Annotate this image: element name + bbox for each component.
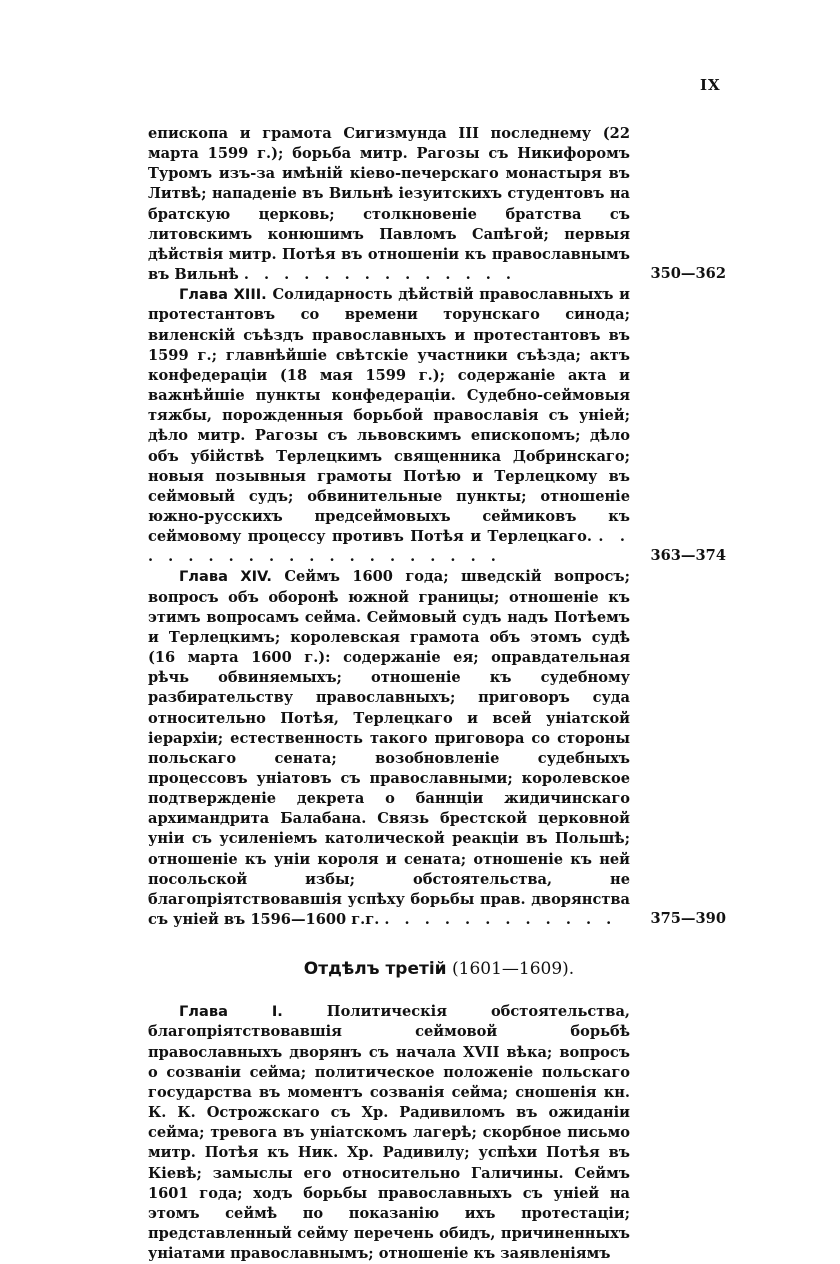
toc-entry-chapter-13: [148, 285, 730, 567]
page-number: IX: [700, 76, 721, 94]
chapter-label: Глава XIII.: [179, 286, 267, 304]
entry-text: Политическія обстоятельства, благопріятствовавшія сеймовой борьбѣ православныхъ дворянъ съ начала XVII вѣка; вопросъ о созваніи сейма; политическое положеніе польскаго государства въ моментъ созванія сейма; сношенія кн. К. К. Острожскаго съ Хр. Радивиломъ въ ожиданіи сейма; тревога въ уніатскомъ лагерѣ; скорбное письмо митр. Потѣя къ Ник. Хр. Радивилу; успѣхи Потѣя въ Кіевѣ; замыслы его относительно Галичины. Сеймъ 1601 года; ходъ борьбы православныхъ съ уніей на этомъ сеймѣ по показанію ихъ протестаціи; представленный сейму перечень обидъ, причиненныхъ уніатами православнымъ; отношеніе къ заявленіямъ: [148, 1003, 630, 1263]
chapter-label: Глава I.: [179, 1003, 283, 1021]
toc-entry-continuation: [148, 124, 730, 285]
entry-text: Солидарность дѣйствій православныхъ и протестантовъ со времени торунскаго синода; виленскій съѣздъ православныхъ и протестантовъ въ 1599 г.; главнѣйшіе свѣтскіе участники съѣзда; актъ конфедераціи (18 мая 1599 г.); содержаніе акта и важнѣйшіе пункты конфедераціи. Судебно-сеймовыя тяжбы, порожденныя борьбой православія съ уніей; дѣло митр. Рагозы съ львовскимъ епископомъ; дѣло объ убійствѣ Терлецкимъ священника Добринскаго; новыя позывныя грамоты Потѣю и Терлецкому въ сеймовый судъ; обвинительные пункты; отношеніе южно-русскихъ предсеймовыхъ сеймиковъ къ сеймовому процессу противъ Потѣя и Терлецкаго.: [148, 286, 630, 546]
leader-dots: . . . . . . . . . . . . . .: [243, 266, 516, 284]
chapter-label: Глава XIV.: [179, 568, 272, 586]
section-label: Отдѣлъ третій: [303, 959, 447, 980]
toc-entry-chapter-14: [148, 567, 730, 930]
leader-dots: . . . . . . . . . . . . . . . . . . . .: [148, 528, 630, 566]
entry-text: епископа и грамота Сигизмунда III последнему (22 марта 1599 г.); борьба митр. Рагозы съ Никифоромъ Туромъ изъ-за имѣній кіево-печерскаго монастыря въ Литвѣ; нападеніе въ Вильнѣ іезуитскихъ студентовъ на братскую церковь; столкновеніе братства съ литовскимъ конюшимъ Павломъ Сапѣгой; первыя дѣйствія митр. Потѣя въ отношеніи къ православнымъ въ Вильнѣ: [148, 125, 630, 284]
page-range: 350—362: [650, 265, 726, 283]
entry-text: Сеймъ 1600 года; шведскій вопросъ; вопросъ объ оборонѣ южной границы; отношеніе къ этимъ вопросамъ сейма. Сеймовый судъ надъ Потѣемъ и Терлецкимъ; королевская грамота объ этомъ судѣ (16 марта 1600 г.): содержаніе ея; оправдательная рѣчь обвиняемыхъ; отношеніе къ судебному разбирательству православныхъ; приговоръ суда относительно Потѣя, Терлецкаго и всей уніатской іерархіи; естественность такого приговора со стороны польскаго сената; возобновленіе судебныхъ процессовъ уніатовъ съ православными; королевское подтвержденіе декрета о баннціи жидичинскаго архимандрита Балабана. Связь брестской церковной уніи съ усиленіемъ католической реакціи въ Польшѣ; отношеніе къ уніи короля и сената; отношеніе къ ней посольской избы; обстоятельства, не благопріятствовавшія успѣху борьбы прав. дворянства съ уніей въ 1596—1600 г.г.: [148, 568, 630, 929]
section-heading: [148, 958, 730, 980]
page-range: 363—374: [650, 547, 726, 565]
table-of-contents: [148, 124, 730, 1264]
toc-entry-chapter-1: [148, 1002, 730, 1264]
section-years: (1601—1609).: [452, 959, 575, 980]
leader-dots: . . . . . . . . . . . .: [384, 911, 617, 929]
page-range: 375—390: [650, 910, 726, 928]
